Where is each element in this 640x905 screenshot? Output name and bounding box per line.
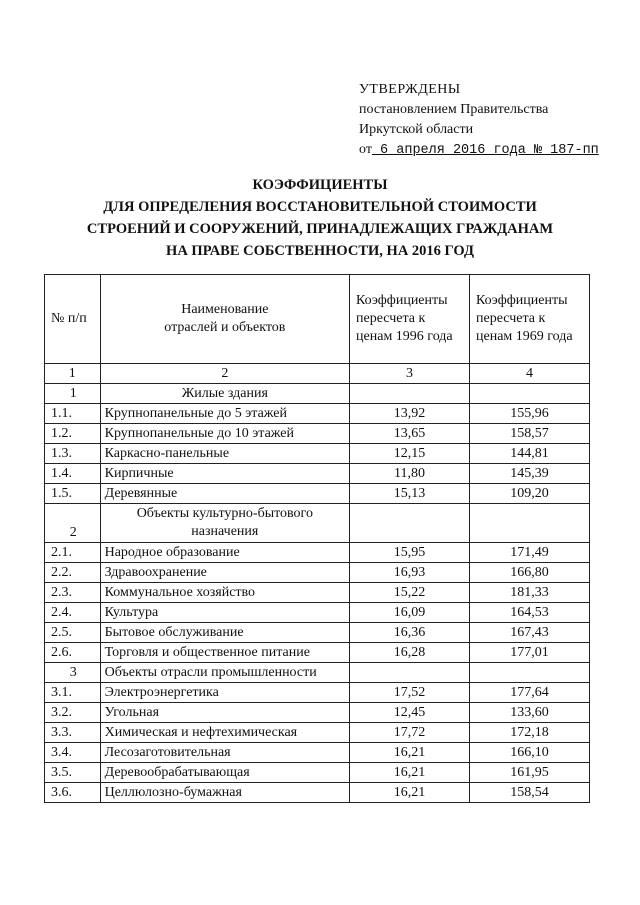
empty-cell bbox=[350, 663, 470, 683]
section-row-1 bbox=[45, 384, 590, 404]
title-line-2: ДЛЯ ОПРЕДЕЛЕНИЯ ВОССТАНОВИТЕЛЬНОЙ СТОИМОСТИ bbox=[103, 199, 537, 215]
section-name: Жилые здания bbox=[100, 384, 349, 404]
row-num: 3.1. bbox=[45, 683, 101, 703]
row-coef-1996: 12,15 bbox=[350, 444, 470, 464]
row-coef-1996: 13,65 bbox=[350, 424, 470, 444]
header-1996-line-2: пересчета к bbox=[356, 311, 426, 326]
row-coef-1969: 155,96 bbox=[470, 404, 590, 424]
empty-cell bbox=[470, 663, 590, 683]
approval-date: 6 апреля 2016 года № 187-пп bbox=[371, 143, 599, 158]
row-coef-1969: 177,64 bbox=[470, 683, 590, 703]
column-index: 1 bbox=[45, 364, 101, 384]
row-num: 2.3. bbox=[45, 583, 101, 603]
row-coef-1996: 16,28 bbox=[350, 643, 470, 663]
row-coef-1969: 158,54 bbox=[470, 783, 590, 803]
table-row bbox=[45, 563, 590, 583]
row-coef-1996: 17,52 bbox=[350, 683, 470, 703]
table-row bbox=[45, 723, 590, 743]
row-coef-1969: 171,49 bbox=[470, 543, 590, 563]
row-name: Коммунальное хозяйство bbox=[100, 583, 349, 603]
table-row bbox=[45, 763, 590, 783]
row-coef-1969: 145,39 bbox=[470, 464, 590, 484]
row-num: 1.3. bbox=[45, 444, 101, 464]
row-name: Культура bbox=[100, 603, 349, 623]
section-name: Объекты отрасли промышленности bbox=[100, 663, 349, 683]
header-1969-line-1: Коэффициенты bbox=[476, 293, 568, 308]
header-num: № п/п bbox=[45, 275, 101, 364]
section-row-3 bbox=[45, 663, 590, 683]
row-coef-1969: 158,57 bbox=[470, 424, 590, 444]
row-coef-1996: 17,72 bbox=[350, 723, 470, 743]
row-num: 2.5. bbox=[45, 623, 101, 643]
header-name-line-2: отраслей и объектов bbox=[164, 320, 286, 335]
table-row bbox=[45, 484, 590, 504]
column-index: 3 bbox=[350, 364, 470, 384]
header-1996 bbox=[350, 275, 470, 364]
table-row bbox=[45, 404, 590, 424]
row-num: 3.4. bbox=[45, 743, 101, 763]
section-num: 3 bbox=[45, 663, 101, 683]
row-coef-1969: 181,33 bbox=[470, 583, 590, 603]
approval-heading: УТВЕРЖДЕНЫ bbox=[359, 82, 461, 97]
row-coef-1996: 11,80 bbox=[350, 464, 470, 484]
row-name: Каркасно-панельные bbox=[100, 444, 349, 464]
row-coef-1996: 16,21 bbox=[350, 743, 470, 763]
header-1969-line-3: ценам 1969 года bbox=[476, 329, 573, 344]
row-num: 3.3. bbox=[45, 723, 101, 743]
table-row bbox=[45, 643, 590, 663]
row-coef-1996: 16,09 bbox=[350, 603, 470, 623]
row-num: 1.4. bbox=[45, 464, 101, 484]
table-header-row bbox=[45, 275, 590, 364]
row-name: Деревянные bbox=[100, 484, 349, 504]
title-line-1: КОЭФФИЦИЕНТЫ bbox=[252, 177, 388, 193]
row-num: 2.2. bbox=[45, 563, 101, 583]
table-row bbox=[45, 703, 590, 723]
row-coef-1969: 166,80 bbox=[470, 563, 590, 583]
row-name: Угольная bbox=[100, 703, 349, 723]
row-coef-1969: 161,95 bbox=[470, 763, 590, 783]
row-num: 1.5. bbox=[45, 484, 101, 504]
row-coef-1969: 144,81 bbox=[470, 444, 590, 464]
approval-date-line bbox=[359, 140, 599, 161]
row-name: Целлюлозно-бумажная bbox=[100, 783, 349, 803]
row-name: Лесозаготовительная bbox=[100, 743, 349, 763]
approval-region: Иркутской области bbox=[359, 122, 474, 137]
row-coef-1996: 16,36 bbox=[350, 623, 470, 643]
row-coef-1969: 166,10 bbox=[470, 743, 590, 763]
header-1969 bbox=[470, 275, 590, 364]
row-name: Крупнопанельные до 10 этажей bbox=[100, 424, 349, 444]
section-row-2 bbox=[45, 504, 590, 543]
row-num: 1.2. bbox=[45, 424, 101, 444]
table-row bbox=[45, 583, 590, 603]
row-coef-1969: 177,01 bbox=[470, 643, 590, 663]
column-index: 4 bbox=[470, 364, 590, 384]
row-name: Электроэнергетика bbox=[100, 683, 349, 703]
approval-date-prefix: от bbox=[359, 142, 372, 157]
document-title bbox=[30, 174, 610, 262]
section-name-line-2: назначения bbox=[191, 524, 259, 539]
row-coef-1996: 16,21 bbox=[350, 763, 470, 783]
row-name: Торговля и общественное питание bbox=[100, 643, 349, 663]
title-line-3: СТРОЕНИЙ И СООРУЖЕНИЙ, ПРИНАДЛЕЖАЩИХ ГРАЖДАНАМ bbox=[86, 221, 554, 237]
empty-cell bbox=[470, 384, 590, 404]
row-coef-1996: 15,95 bbox=[350, 543, 470, 563]
row-num: 3.6. bbox=[45, 783, 101, 803]
table-row bbox=[45, 743, 590, 763]
row-coef-1969: 109,20 bbox=[470, 484, 590, 504]
header-1996-line-3: ценам 1996 года bbox=[356, 329, 453, 344]
table-row bbox=[45, 424, 590, 444]
row-num: 3.2. bbox=[45, 703, 101, 723]
row-num: 2.4. bbox=[45, 603, 101, 623]
section-num: 2 bbox=[45, 504, 101, 543]
table-row bbox=[45, 543, 590, 563]
row-name: Бытовое обслуживание bbox=[100, 623, 349, 643]
row-name: Кирпичные bbox=[100, 464, 349, 484]
row-name: Народное образование bbox=[100, 543, 349, 563]
approval-decree: постановлением Правительства bbox=[359, 102, 549, 117]
row-num: 2.1. bbox=[45, 543, 101, 563]
header-1969-line-2: пересчета к bbox=[476, 311, 546, 326]
row-coef-1996: 15,22 bbox=[350, 583, 470, 603]
row-num: 2.6. bbox=[45, 643, 101, 663]
empty-cell bbox=[470, 504, 590, 543]
header-name-line-1: Наименование bbox=[181, 302, 269, 317]
column-index: 2 bbox=[100, 364, 349, 384]
row-num: 3.5. bbox=[45, 763, 101, 783]
row-coef-1969: 133,60 bbox=[470, 703, 590, 723]
row-coef-1996: 12,45 bbox=[350, 703, 470, 723]
header-name bbox=[100, 275, 349, 364]
table-row bbox=[45, 683, 590, 703]
table-row bbox=[45, 603, 590, 623]
table-row bbox=[45, 464, 590, 484]
row-coef-1996: 13,92 bbox=[350, 404, 470, 424]
row-num: 1.1. bbox=[45, 404, 101, 424]
table-row bbox=[45, 444, 590, 464]
section-name bbox=[100, 504, 349, 543]
row-coef-1996: 16,93 bbox=[350, 563, 470, 583]
column-index-row bbox=[45, 364, 590, 384]
row-coef-1969: 167,43 bbox=[470, 623, 590, 643]
row-name: Крупнопанельные до 5 этажей bbox=[100, 404, 349, 424]
row-coef-1996: 15,13 bbox=[350, 484, 470, 504]
table-row bbox=[45, 783, 590, 803]
row-coef-1969: 172,18 bbox=[470, 723, 590, 743]
row-coef-1969: 164,53 bbox=[470, 603, 590, 623]
coefficients-table bbox=[44, 274, 590, 803]
row-name: Деревообрабатывающая bbox=[100, 763, 349, 783]
title-line-4: НА ПРАВЕ СОБСТВЕННОСТИ, НА 2016 ГОД bbox=[166, 243, 474, 259]
section-num: 1 bbox=[45, 384, 101, 404]
row-coef-1996: 16,21 bbox=[350, 783, 470, 803]
empty-cell bbox=[350, 384, 470, 404]
approval-block bbox=[359, 80, 599, 161]
section-name-line-1: Объекты культурно-бытового bbox=[136, 506, 313, 521]
table-row bbox=[45, 623, 590, 643]
header-1996-line-1: Коэффициенты bbox=[356, 293, 448, 308]
row-name: Здравоохранение bbox=[100, 563, 349, 583]
row-name: Химическая и нефтехимическая bbox=[100, 723, 349, 743]
empty-cell bbox=[350, 504, 470, 543]
